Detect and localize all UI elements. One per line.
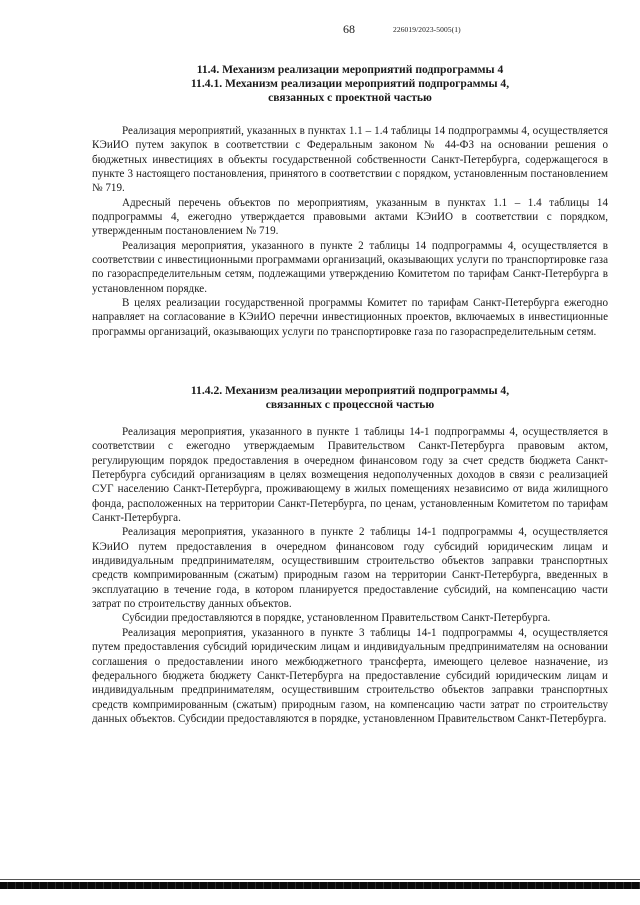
page-number: 68: [343, 22, 355, 36]
paragraph: Адресный перечень объектов по мероприятиям, указанным в пунктах 1.1 – 1.4 таблицы 14 подпрограммы 4, ежегодно утверждается правовыми актами КЭиИО в соответствии с порядком, утвержденным постановлением № 719.: [92, 196, 608, 238]
heading-line: связанных с проектной частью: [268, 91, 432, 104]
scan-bottom-border: [0, 882, 640, 889]
paragraph: Субсидии предоставляются в порядке, установленном Правительством Санкт-Петербурга.: [122, 612, 551, 625]
paragraph: Реализация мероприятия, указанного в пункте 2 таблицы 14-1 подпрограммы 4, осуществляется КЭиИО путем предоставления в очередном финансовом году субсидий юридическим лицам и индивидуальным предпринимателям, осуществившим строительство объектов заправки транспортных средств компримированным (сжатым) природным газом на территории Санкт-Петербурга, введенных в эксплуатацию в течение года, в котором планируется предоставление субсидий, на компенсацию части затрат по строительству данных объектов.: [92, 526, 608, 611]
scan-edge-line: [0, 879, 640, 880]
paragraph: Реализация мероприятия, указанного в пункте 2 таблицы 14 подпрограммы 4, осуществляется в соответствии с инвестиционными программами организаций, оказывающих услуги по транспортировке газа по газораспределительным сетям, подлежащими утверждению Комитетом по тарифам Санкт-Петербурга в установленном порядке.: [92, 239, 608, 295]
section-body-project-part: [92, 124, 608, 339]
paragraph: Реализация мероприятия, указанного в пункте 3 таблицы 14-1 подпрограммы 4, осуществляется путем предоставления субсидий юридическим лицам и индивидуальным предпринимателям на основании соглашения о предоставлении иного межбюджетного трансферта, имеющего целевое назначение, из федерального бюджета бюджету Санкт-Петербурга на предоставление субсидий юридическим лицам и индивидуальным предпринимателям, осуществившим строительство объектов заправки транспортных средств компримированным (сжатым) природным газом, на компенсацию части затрат по строительству данных объектов. Субсидии предоставляются в порядке, установленном Правительством Санкт-Петербурга.: [92, 626, 608, 725]
paragraph: В целях реализации государственной программы Комитет по тарифам Санкт-Петербурга ежегодно направляет на согласование в КЭиИО перечни инвестиционных проектов, включаемых в инвестиционные программы организаций, оказывающих услуги по транспортировке газа по газораспределительным сетям.: [92, 297, 608, 338]
document-code: 226019/2023-5005(1): [393, 25, 461, 34]
section-body-process-part: [92, 425, 608, 726]
heading-line: 11.4.1. Механизм реализации мероприятий подпрограммы 4,: [190, 77, 510, 90]
paragraph: Реализация мероприятий, указанных в пунктах 1.1 – 1.4 таблицы 14 подпрограммы 4, осуществляется КЭиИО путем закупок в соответствии с Федеральным законом № 44-ФЗ на основании решения о бюджетных инвестициях в объекты государственной собственности Санкт-Петербурга, содержащегося в пункте 3 настоящего постановления, принятого в соответствии с порядком, установленным постановлением № 719.: [92, 125, 608, 195]
section-heading-11-4-2: [90, 384, 610, 412]
section-heading-11-4: [90, 63, 610, 105]
heading-line: 11.4.2. Механизм реализации мероприятий подпрограммы 4,: [190, 384, 510, 397]
heading-line: связанных с процессной частью: [265, 398, 435, 411]
paragraph: Реализация мероприятия, указанного в пункте 1 таблицы 14-1 подпрограммы 4, осуществляется в соответствии с ежегодно утверждаемым Правительством Санкт-Петербурга правовым актом, регулирующим порядок предоставления в очередном финансовом году за счет средств бюджета Санкт-Петербурга субсидий организациям в целях возмещения недополученных доходов в связи с реализацией СУГ населению Санкт-Петербурга, проживающему в жилых помещениях независимо от вида жилищного фонда, расположенных на территории Санкт-Петербурга, по ценам, установленным Комитетом по тарифам Санкт-Петербурга.: [92, 426, 608, 525]
heading-line: 11.4. Механизм реализации мероприятий подпрограммы 4: [196, 63, 504, 76]
